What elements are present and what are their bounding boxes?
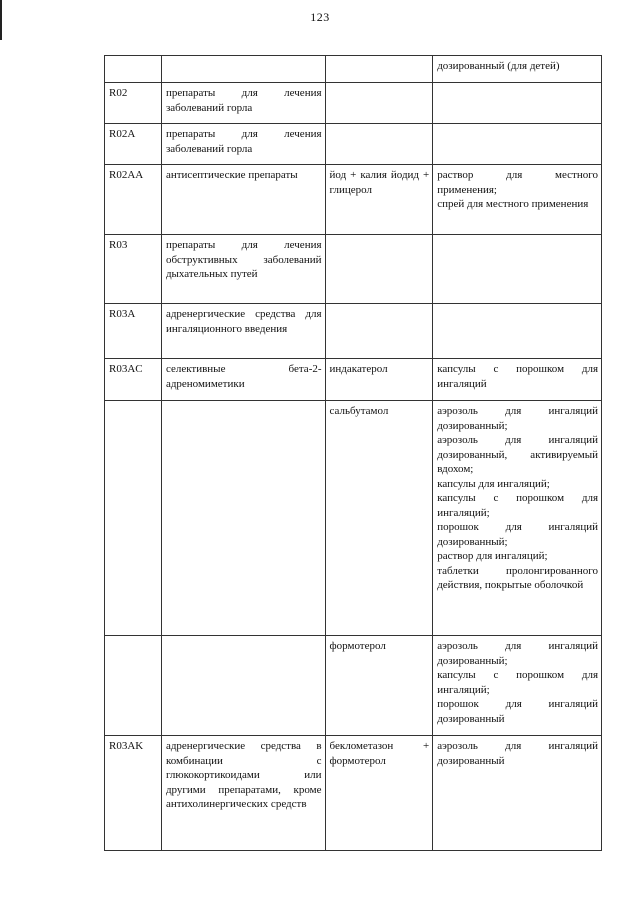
- drug-name-cell: [325, 235, 433, 304]
- dosage-form-item: порошок для ингаляций дозированный: [437, 698, 598, 725]
- table-row: [105, 636, 602, 736]
- dosage-forms-cell: [433, 56, 602, 83]
- page-number: 123: [310, 10, 330, 24]
- dosage-form-item: капсулы с порошком для ингаляций: [437, 363, 598, 390]
- table-row: [105, 304, 602, 359]
- table-row: [105, 736, 602, 851]
- pharmacological-group-cell: селективные бета-2-адреномиметики: [161, 359, 325, 401]
- table-row: [105, 401, 602, 636]
- drug-name-cell: беклометазон + формотерол: [325, 736, 433, 851]
- atc-code-cell: R02: [105, 83, 162, 124]
- atc-code-cell: R02A: [105, 124, 162, 165]
- dosage-forms-cell: [433, 124, 602, 165]
- dosage-form-item: раствор для местного применения;: [437, 169, 598, 196]
- drug-name-cell: индакатерол: [325, 359, 433, 401]
- pharmacological-group-cell: препараты для лечения заболеваний горла: [161, 83, 325, 124]
- pharmacological-group-cell: [161, 401, 325, 636]
- drug-name-cell: [325, 83, 433, 124]
- dosage-form-item: раствор для ингаляций;: [437, 550, 548, 562]
- dosage-forms-cell: [433, 165, 602, 235]
- dosage-form-item: капсулы для ингаляций;: [437, 477, 550, 490]
- dosage-form-item: капсулы с порошком для ингаляций;: [437, 492, 598, 519]
- table-row: [105, 235, 602, 304]
- pharmacological-group-cell: [161, 56, 325, 83]
- atc-code-cell: R03: [105, 235, 162, 304]
- drug-name-cell: [325, 124, 433, 165]
- dosage-form-item: аэрозоль для ингаляций дозированный;: [437, 640, 598, 667]
- atc-code-cell: R03A: [105, 304, 162, 359]
- drug-name-cell: йод + калия йодид + глицерол: [325, 165, 433, 235]
- pharmacological-group-cell: адренергические средства в комбинации с глюкокортикоидами или другими препаратами, кроме антихолинергических средств: [161, 736, 325, 851]
- dosage-forms-cell: [433, 83, 602, 124]
- atc-code-cell: R03AK: [105, 736, 162, 851]
- atc-code-cell: R02AA: [105, 165, 162, 235]
- dosage-forms-cell: [433, 304, 602, 359]
- drug-name-cell: формотерол: [325, 636, 433, 736]
- dosage-forms-cell: [433, 235, 602, 304]
- dosage-forms-cell: [433, 736, 602, 851]
- dosage-form-item: дозированный (для детей): [437, 60, 560, 72]
- pharmacological-group-cell: адренергические средства для ингаляционного введения: [161, 304, 325, 359]
- dosage-form-item: аэрозоль для ингаляций дозированный;: [437, 405, 598, 432]
- drug-classification-table: [104, 55, 602, 851]
- table-row: [105, 56, 602, 83]
- drug-name-cell: [325, 56, 433, 83]
- table-row: [105, 83, 602, 124]
- dosage-form-item: аэрозоль для ингаляций дозированный: [437, 740, 598, 767]
- dosage-form-item: аэрозоль для ингаляций дозированный, активируемый вдохом;: [437, 434, 598, 475]
- atc-code-cell: [105, 401, 162, 636]
- pharmacological-group-cell: препараты для лечения обструктивных заболеваний дыхательных путей: [161, 235, 325, 304]
- drug-name-cell: [325, 304, 433, 359]
- atc-code-cell: [105, 56, 162, 83]
- dosage-form-item: спрей для местного применения: [437, 198, 589, 210]
- dosage-form-item: капсулы с порошком для ингаляций;: [437, 669, 598, 696]
- pharmacological-group-cell: [161, 636, 325, 736]
- table-row: [105, 359, 602, 401]
- atc-code-cell: R03AC: [105, 359, 162, 401]
- table-row: [105, 124, 602, 165]
- pharmacological-group-cell: препараты для лечения заболеваний горла: [161, 124, 325, 165]
- dosage-form-item: таблетки пролонгированного действия, покрытые оболочкой: [437, 564, 598, 591]
- atc-code-cell: [105, 636, 162, 736]
- dosage-form-item: порошок для ингаляций дозированный;: [437, 521, 598, 548]
- dosage-forms-cell: [433, 636, 602, 736]
- drug-name-cell: сальбутамол: [325, 401, 433, 636]
- table-row: [105, 165, 602, 235]
- dosage-forms-cell: [433, 401, 602, 636]
- dosage-forms-cell: [433, 359, 602, 401]
- pharmacological-group-cell: антисептические препараты: [161, 165, 325, 235]
